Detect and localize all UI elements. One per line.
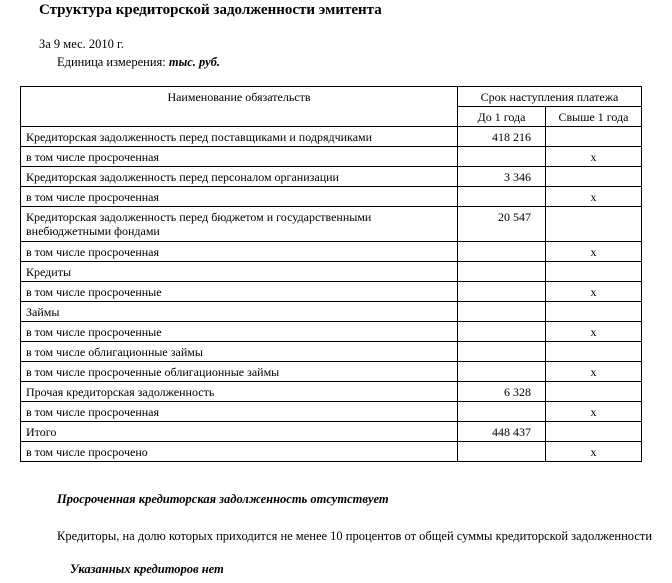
major-creditors-note: Указанных кредиторов нет [70,562,224,576]
row-over-1-year: x [546,187,642,207]
unit-of-measure [57,55,220,70]
row-over-1-year [546,207,642,242]
row-up-to-1-year [458,242,546,262]
document-title: Структура кредиторской задолженности эмитента [39,2,382,18]
row-up-to-1-year [458,262,546,282]
row-up-to-1-year [458,302,546,322]
row-up-to-1-year: 6 328 [458,382,546,402]
row-name: в том числе просроченные облигационные займы [21,362,458,382]
row-over-1-year [546,382,642,402]
row-up-to-1-year [458,442,546,462]
header-payment-term: Срок наступления платежа [458,87,642,107]
table-row [21,422,642,442]
row-over-1-year: x [546,362,642,382]
table-row [21,382,642,402]
row-name: в том числе просроченная [21,147,458,167]
row-up-to-1-year [458,342,546,362]
table-row [21,282,642,302]
header-obligation-name: Наименование обязательств [21,87,458,127]
reporting-period: За 9 мес. 2010 г. [39,37,124,51]
row-up-to-1-year: 20 547 [458,207,546,242]
row-up-to-1-year: 3 346 [458,167,546,187]
header-up-to-1-year: До 1 года [458,107,546,127]
row-name: Займы [21,302,458,322]
row-up-to-1-year [458,147,546,167]
row-name: в том числе просроченные [21,322,458,342]
table-row [21,242,642,262]
unit-value: тыс. руб. [168,55,221,69]
row-up-to-1-year: 448 437 [458,422,546,442]
row-up-to-1-year [458,282,546,302]
row-name: в том числе облигационные займы [21,342,458,362]
row-over-1-year [546,302,642,322]
table-row [21,207,642,242]
row-name: Итого [21,422,458,442]
table-row [21,442,642,462]
table-row [21,167,642,187]
row-over-1-year: x [546,242,642,262]
header-over-1-year: Свыше 1 года [546,107,642,127]
overdue-debt-note: Просроченная кредиторская задолженность отсутствует [57,492,389,506]
row-over-1-year: x [546,442,642,462]
row-over-1-year: x [546,402,642,422]
debt-structure-table [20,86,642,462]
row-over-1-year [546,167,642,187]
row-name: в том числе просроченная [21,242,458,262]
row-over-1-year [546,422,642,442]
table-row [21,127,642,147]
table-row [21,187,642,207]
table-row [21,362,642,382]
row-over-1-year [546,262,642,282]
row-name: в том числе просроченная [21,402,458,422]
table-row [21,342,642,362]
major-creditors-paragraph: Кредиторы, на долю которых приходится не менее 10 процентов от общей суммы кредиторской задолженности [57,529,653,543]
row-over-1-year: x [546,282,642,302]
row-name: в том числе просроченная [21,187,458,207]
row-name: Кредиты [21,262,458,282]
unit-label: Единица измерения: [57,55,169,69]
row-over-1-year [546,127,642,147]
row-name: Прочая кредиторская задолженность [21,382,458,402]
table-row [21,147,642,167]
table-row [21,302,642,322]
table-row [21,402,642,422]
row-name: Кредиторская задолженность перед поставщиками и подрядчиками [21,127,458,147]
row-name: в том числе просроченные [21,282,458,302]
table-row [21,262,642,282]
row-over-1-year [546,342,642,362]
table-header-row [21,87,642,107]
row-name: Кредиторская задолженность перед бюджетом и государственными внебюджетными фондами [21,207,458,242]
row-up-to-1-year [458,187,546,207]
row-name: Кредиторская задолженность перед персоналом организации [21,167,458,187]
table-row [21,322,642,342]
row-up-to-1-year [458,362,546,382]
row-over-1-year: x [546,147,642,167]
row-over-1-year: x [546,322,642,342]
row-up-to-1-year [458,322,546,342]
row-name: в том числе просрочено [21,442,458,462]
row-up-to-1-year: 418 216 [458,127,546,147]
row-up-to-1-year [458,402,546,422]
